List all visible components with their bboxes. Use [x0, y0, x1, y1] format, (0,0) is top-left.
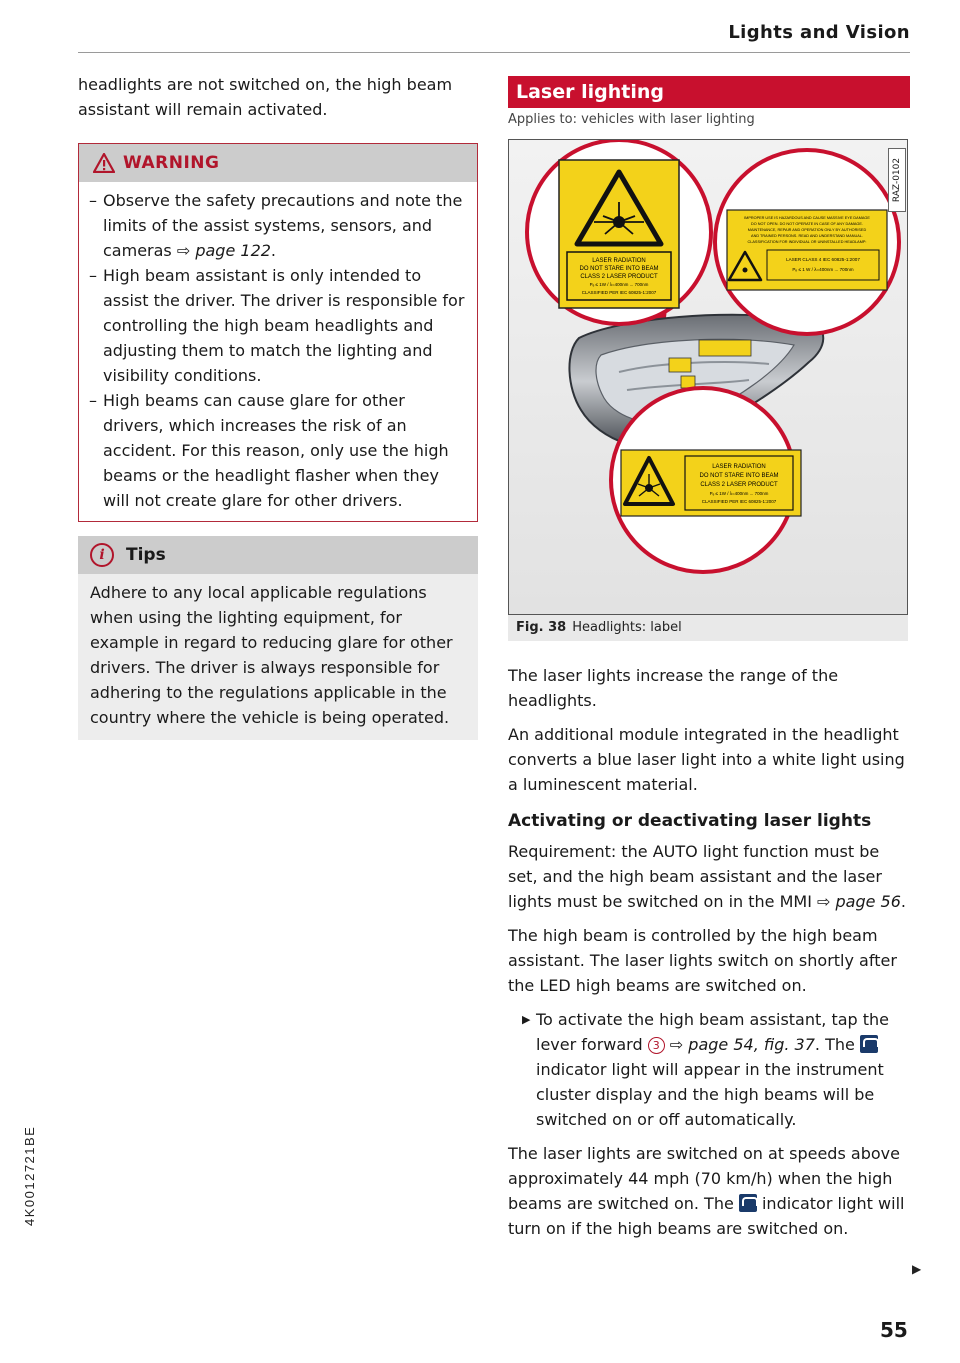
page-ref-link[interactable]: ⇨ page 56	[817, 892, 901, 911]
warning-item: – High beam assistant is only intended to assist the driver. The driver is responsible for controlling the high beam headlights and adjusting them to match the lighting and visibility conditions.	[89, 263, 467, 388]
paragraph: Requirement: the AUTO light function must be set, and the high beam assistant and the laser lights must be switched on in the MMI ⇨ page 56.	[508, 842, 906, 911]
paragraph: An additional module integrated in the headlight converts a blue laser light into a white light using a luminescent material.	[508, 725, 905, 794]
label-left-line: LASER RADIATION	[592, 258, 646, 264]
figure-caption	[508, 615, 908, 641]
warning-item-text: Observe the safety precautions and note the limits of the assist systems, sensors, and cameras	[103, 191, 463, 260]
tips-text: Adhere to any local applicable regulations when using the lighting equipment, for example in regard to reducing glare for other drivers. The driver is always responsible for adhering to the regulations applicable in the country where the vehicle is being operated.	[90, 583, 453, 727]
warning-body	[79, 182, 477, 521]
figure-number: Fig. 38	[516, 620, 567, 635]
figure-image	[508, 139, 908, 615]
label-bottom-line: Pₑ ≤ 1W / λ=400nm ... 700nm	[709, 491, 769, 496]
document-code: 4K0012721BE	[22, 1125, 37, 1226]
label-right-line: MAINTENANCE, REPAIR AND OPERATION ONLY BY AUTHORISED	[747, 228, 867, 232]
warning-header	[79, 144, 477, 182]
page-ref-link[interactable]: ⇨ page 122	[176, 241, 271, 260]
section-heading: Laser lighting	[508, 76, 910, 108]
figure-code: RAZ-0102	[888, 148, 906, 212]
label-right-line: IMPROPER USE IS HAZARDOUS AND CAUSE MASSIVE EYE DAMAGE	[744, 216, 870, 220]
high-beam-assist-icon	[860, 1035, 878, 1053]
subheading: Activating or deactivating laser lights	[508, 811, 872, 831]
bullet-triangle-icon: ▶	[522, 1013, 531, 1026]
warning-item-text: High beams can cause glare for other drivers, which increases the risk of an accident. For this reason, only use the high beams or the headlight flasher when they will not create glare for other drivers.	[103, 391, 449, 510]
tips-title: Tips	[126, 545, 166, 565]
page-ref-link[interactable]: ⇨ page 54, fig. 37	[669, 1035, 815, 1054]
warning-item: – High beams can cause glare for other drivers, which increases the risk of an accident. For this reason, only use the high beams or the headlight flasher when they will not create glare for other drivers.	[89, 388, 467, 513]
warning-box	[78, 143, 478, 522]
paragraph: The laser lights increase the range of the headlights.	[508, 666, 839, 710]
label-right-line: AND TRAINED PERSONS. READ AND UNDERSTAND MANUAL.	[751, 234, 863, 238]
figure-caption-text: Headlights: label	[572, 620, 682, 635]
label-bottom-line: CLASS 2 LASER PRODUCT	[700, 482, 778, 488]
intro-paragraph: headlights are not switched on, the high beam assistant will remain activated.	[78, 75, 453, 119]
callout-number: 3	[648, 1037, 665, 1054]
tips-body	[78, 574, 478, 740]
page-header	[78, 22, 910, 53]
tips-box	[78, 536, 478, 740]
warning-triangle-icon	[93, 153, 115, 173]
section-title: Lights and Vision	[728, 22, 910, 43]
applies-to-note: Applies to: vehicles with laser lighting	[508, 112, 755, 127]
label-right-line: CLASSIFICATION FOR INDIVIDUAL OR UNINSTALLED HEADLAMP:	[747, 240, 867, 244]
label-bottom-line: CLASSIFIED PER IEC 60825-1:2007	[701, 499, 777, 504]
headlight-illustration	[509, 140, 907, 614]
right-column	[508, 72, 910, 1250]
label-left-line: Pₑ ≤ 1W / λ=400nm ... 700nm	[589, 282, 649, 287]
figure	[508, 139, 908, 641]
label-bottom-line: DO NOT STARE INTO BEAM	[699, 473, 779, 479]
label-left-line: DO NOT STARE INTO BEAM	[579, 266, 659, 272]
info-icon: i	[90, 543, 114, 567]
tips-header	[78, 536, 478, 574]
warning-item-text: High beam assistant is only intended to assist the driver. The driver is responsible for controlling the high beam headlights and adjusting them to match the lighting and visibility conditions.	[103, 266, 465, 385]
label-left-line: CLASSIFIED PER IEC 60825-1:2007	[581, 290, 657, 295]
high-beam-assist-icon	[739, 1194, 757, 1212]
label-left-line: CLASS 2 LASER PRODUCT	[580, 274, 658, 280]
label-bottom-line: LASER RADIATION	[712, 464, 766, 470]
label-right-line: LASER CLASS 4 IEC 60825-1:2007	[786, 257, 860, 262]
warning-item: – Observe the safety precautions and note the limits of the assist systems, sensors, and cameras ⇨ page 122.	[89, 191, 463, 260]
instruction-step: ▶ To activate the high beam assistant, tap the lever forward 3 ⇨ page 54, fig. 37. The indicator light will appear in the instrument cluster display and the high beams will be switched on or off automatically.	[508, 1007, 910, 1132]
left-column	[78, 72, 478, 740]
paragraph: The laser lights are switched on at speeds above approximately 44 mph (70 km/h) when the high beams are switched on. The indicator light will turn on if the high beams are switched on.	[508, 1144, 905, 1238]
page-number: 55	[880, 1318, 908, 1342]
warning-title: WARNING	[123, 153, 220, 173]
paragraph: The high beam is controlled by the high beam assistant. The laser lights switch on shortly after the LED high beams are switched on.	[508, 926, 897, 995]
continue-arrow-icon: ▶	[912, 1262, 922, 1276]
label-right-line: DO NOT OPEN. DO NOT OPERATE IN CASE OF ANY DAMAGE.	[751, 222, 863, 226]
label-right-line: Pₑ ≤ 1 W / λ=400nm ... 700nm	[792, 267, 854, 272]
